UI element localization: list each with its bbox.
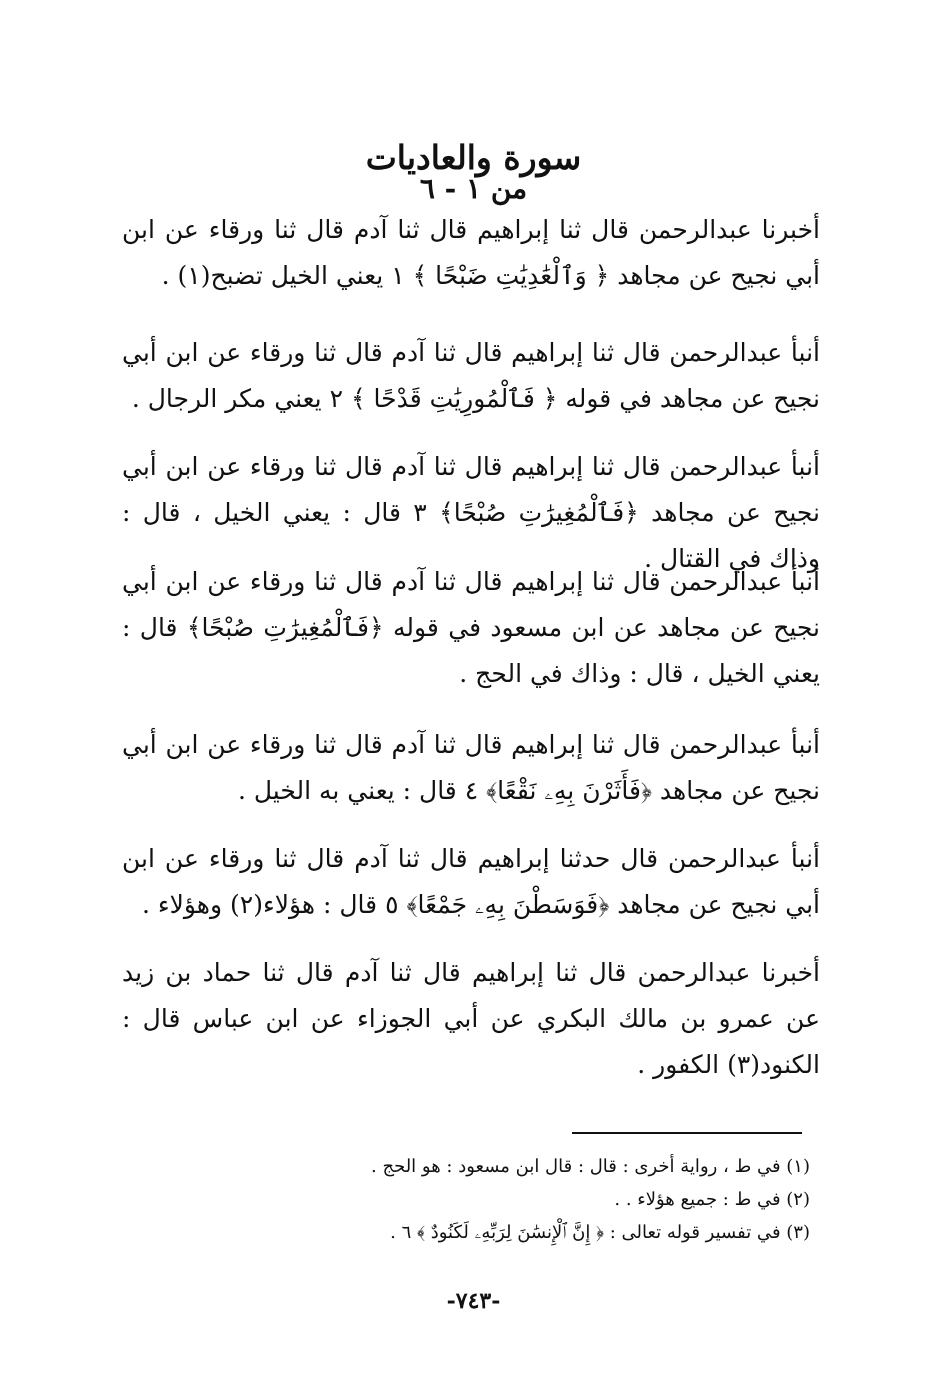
paragraph-3: أنبأ عبدالرحمن قال ثنا إبراهيم قال ثنا آدم قال ثنا ورقاء عن ابن أبي نجيح عن مجاهد ﴿فَٱلْمُغِيرَٰتِ صُبْحًا﴾ ٣ قال : يعني الخيل ، قال : وذاك في القتال . (122, 452, 820, 573)
footnote-3: (٣) في تفسير قوله تعالى : ﴿ إِنَّ ٱلْإِنسَٰنَ لِرَبِّهِۦ لَكَنُودٌ ﴾ ٦ . (390, 1222, 810, 1243)
footnote-2: (٢) في ط : جميع هؤلاء . . (614, 1189, 810, 1210)
page-number: -٧٤٣- (446, 1288, 501, 1314)
paragraph-2: أنبأ عبدالرحمن قال ثنا إبراهيم قال ثنا آدم قال ثنا ورقاء عن ابن أبي نجيح عن مجاهد في قوله ﴿ فَٱلْمُورِيَٰتِ قَدْحًا ﴾ ٢ يعني مكر الرجال . (122, 338, 820, 413)
footnote-1: (١) في ط ، رواية أخرى : قال : قال ابن مسعود : هو الحج . (371, 1156, 810, 1177)
paragraph-7: أخبرنا عبدالرحمن قال ثنا إبراهيم قال ثنا آدم قال ثنا حماد بن زيد عن عمرو بن مالك البكري عن أبي الجوزاء عن ابن عباس قال : الكنود(٣) الكفور . (122, 958, 820, 1079)
footnotes (300, 1150, 810, 1249)
paragraph-1: أخبرنا عبدالرحمن قال ثنا إبراهيم قال ثنا آدم قال ثنا ورقاء عن ابن أبي نجيح عن مجاهد ﴿ وَٱلْعَٰدِيَٰتِ ضَبْحًا ﴾ ١ يعني الخيل تضبح(١) . (122, 215, 820, 290)
surah-title: سورة والعاديات (365, 138, 582, 177)
paragraph-6: أنبأ عبدالرحمن قال حدثنا إبراهيم قال ثنا آدم قال ثنا ورقاء عن ابن أبي نجيح عن مجاهد ﴿فَوَسَطْنَ بِهِۦ جَمْعًا﴾ ٥ قال : هؤلاء(٢) وهؤلاء . (122, 844, 820, 919)
paragraph-4: أنبأ عبدالرحمن قال ثنا إبراهيم قال ثنا آدم قال ثنا ورقاء عن ابن أبي نجيح عن مجاهد عن ابن مسعود في قوله ﴿فَٱلْمُغِيرَٰتِ صُبْحًا﴾ قال : يعني الخيل ، قال : وذاك في الحج . (122, 567, 820, 688)
footnote-separator (572, 1132, 802, 1134)
paragraph-5: أنبأ عبدالرحمن قال ثنا إبراهيم قال ثنا آدم قال ثنا ورقاء عن ابن أبي نجيح عن مجاهد ﴿فَأَثَرْنَ بِهِۦ نَقْعًا﴾ ٤ قال : يعني به الخيل . (122, 730, 820, 805)
verse-range-subtitle: من ١ - ٦ (419, 172, 528, 205)
